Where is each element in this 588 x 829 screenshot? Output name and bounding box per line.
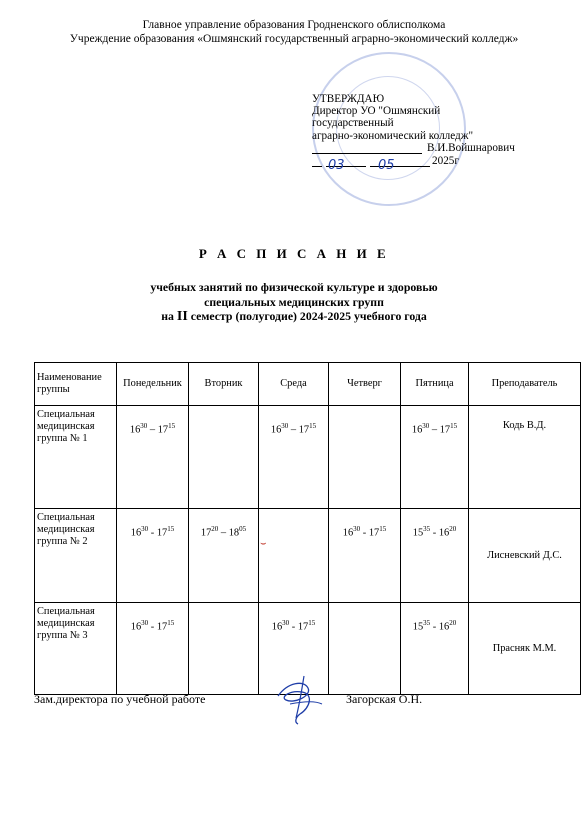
time-hours: 17 xyxy=(298,424,310,436)
date-blank-1 xyxy=(312,155,322,167)
handwritten-date-day: 03 xyxy=(328,158,345,173)
time-cell-thursday xyxy=(329,603,401,695)
time-separator: – xyxy=(429,424,440,436)
time-minutes: 30 xyxy=(422,422,430,430)
time-minutes: 15 xyxy=(168,422,176,430)
time-minutes: 15 xyxy=(379,525,387,533)
signature-underline xyxy=(312,153,422,154)
time-hours: 15 xyxy=(412,621,424,633)
time-cell-tuesday xyxy=(189,509,259,603)
time-minutes: 35 xyxy=(423,619,431,627)
time-hours: 17 xyxy=(297,621,309,633)
teacher-cell: Кодь В.Д. xyxy=(469,406,581,509)
handwritten-signature xyxy=(270,674,330,726)
time-minutes: 35 xyxy=(423,525,431,533)
time-minutes: 30 xyxy=(282,619,290,627)
time-cell-thursday xyxy=(329,406,401,509)
time-cell-monday xyxy=(117,603,189,695)
time-minutes: 15 xyxy=(308,619,316,627)
time-hours: 18 xyxy=(228,527,240,539)
time-hours: 16 xyxy=(130,621,142,633)
time-separator: - xyxy=(430,621,439,633)
time-cell-tuesday xyxy=(189,406,259,509)
time-separator: - xyxy=(360,527,369,539)
time-hours: 16 xyxy=(411,424,423,436)
approval-year: 2025г xyxy=(432,154,459,167)
header-teacher: Преподаватель xyxy=(469,363,581,406)
time-hours: 16 xyxy=(130,527,142,539)
header-tuesday: Вторник xyxy=(189,363,259,406)
time-separator: - xyxy=(289,621,298,633)
header-thursday: Четверг xyxy=(329,363,401,406)
time-cell-friday xyxy=(401,406,469,509)
subtitle-line-1: учебных занятий по физической культуре и здоровью xyxy=(150,280,438,294)
time-hours: 16 xyxy=(342,527,354,539)
time-hours: 16 xyxy=(438,621,450,633)
time-minutes: 20 xyxy=(211,525,219,533)
time-cell-friday xyxy=(401,509,469,603)
time-separator: - xyxy=(148,621,157,633)
approval-line-3: аграрно-экономический колледж" xyxy=(312,129,474,142)
time-minutes: 30 xyxy=(281,422,289,430)
approval-signer: В.И.Войшнарович xyxy=(427,141,515,154)
subtitle-suffix: семестр (полугодие) 2024-2025 учебного года xyxy=(187,309,427,323)
subtitle-line-2: специальных медицинских групп xyxy=(204,294,384,309)
time-hours: 16 xyxy=(271,621,283,633)
time-cell-wednesday xyxy=(259,509,329,603)
document-subtitle xyxy=(0,280,588,325)
teacher-cell: Лисневский Д.С. xyxy=(469,509,581,603)
header-line-2: Учреждение образования «Ошмянский государственный аграрно-экономический колледж» xyxy=(69,33,519,45)
table-row xyxy=(35,406,581,509)
time-hours: 17 xyxy=(200,527,212,539)
time-cell-friday xyxy=(401,603,469,695)
time-separator: - xyxy=(148,527,157,539)
time-cell-tuesday xyxy=(189,603,259,695)
time-separator: - xyxy=(430,527,439,539)
time-hours: 16 xyxy=(129,424,141,436)
group-name-cell: Специальная медицинская группа № 2 xyxy=(35,509,117,603)
time-cell-thursday xyxy=(329,509,401,603)
time-minutes: 20 xyxy=(449,619,457,627)
subtitle-line-3 xyxy=(0,309,588,325)
table-row xyxy=(35,509,581,603)
teacher-cell: Прасняк М.М. xyxy=(469,603,581,695)
header-friday: Пятница xyxy=(401,363,469,406)
time-minutes: 15 xyxy=(167,619,175,627)
header-monday: Понедельник xyxy=(117,363,189,406)
time-hours: 17 xyxy=(157,424,169,436)
time-minutes: 30 xyxy=(141,619,149,627)
time-hours: 16 xyxy=(438,527,450,539)
time-hours: 16 xyxy=(270,424,282,436)
time-minutes: 05 xyxy=(239,525,247,533)
time-hours: 17 xyxy=(156,621,168,633)
table-header-row xyxy=(35,363,581,406)
time-cell-wednesday xyxy=(259,406,329,509)
semester-number: II xyxy=(176,309,188,324)
red-check-mark: ⌣ xyxy=(260,538,267,549)
time-separator: – xyxy=(288,424,299,436)
group-name-cell: Специальная медицинская группа № 1 xyxy=(35,406,117,509)
handwritten-date-month: 05 xyxy=(378,158,395,173)
header-line-1: Главное управление образования Гродненского облисполкома xyxy=(142,19,446,31)
time-cell-monday xyxy=(117,406,189,509)
time-minutes: 30 xyxy=(140,422,148,430)
time-hours: 17 xyxy=(156,527,168,539)
schedule-table xyxy=(34,362,581,695)
footer-position: Зам.директора по учебной работе xyxy=(34,692,206,706)
time-minutes: 20 xyxy=(449,525,457,533)
approval-signature-line xyxy=(312,142,582,154)
approval-line-1: Директор УО "Ошмянский xyxy=(312,105,441,118)
time-minutes: 30 xyxy=(353,525,361,533)
time-separator: – xyxy=(147,424,158,436)
time-separator: – xyxy=(218,527,229,539)
time-hours: 15 xyxy=(412,527,424,539)
time-cell-monday xyxy=(117,509,189,603)
time-minutes: 15 xyxy=(309,422,317,430)
group-name-cell: Специальная медицинская группа № 3 xyxy=(35,603,117,695)
approval-date-line xyxy=(312,155,582,167)
time-hours: 17 xyxy=(439,424,451,436)
footer-name: Загорская О.Н. xyxy=(346,692,423,706)
approval-line-2: государственный xyxy=(312,117,394,130)
approval-title: УТВЕРЖДАЮ xyxy=(312,93,385,105)
time-minutes: 15 xyxy=(167,525,175,533)
approval-block xyxy=(312,93,582,167)
subtitle-prefix: на xyxy=(161,309,177,323)
time-hours: 17 xyxy=(368,527,380,539)
time-minutes: 15 xyxy=(450,422,458,430)
document-title: Р А С П И С А Н И Е xyxy=(198,246,390,261)
time-minutes: 30 xyxy=(141,525,149,533)
header-wednesday: Среда xyxy=(259,363,329,406)
header-group: Наименование группы xyxy=(35,363,117,406)
